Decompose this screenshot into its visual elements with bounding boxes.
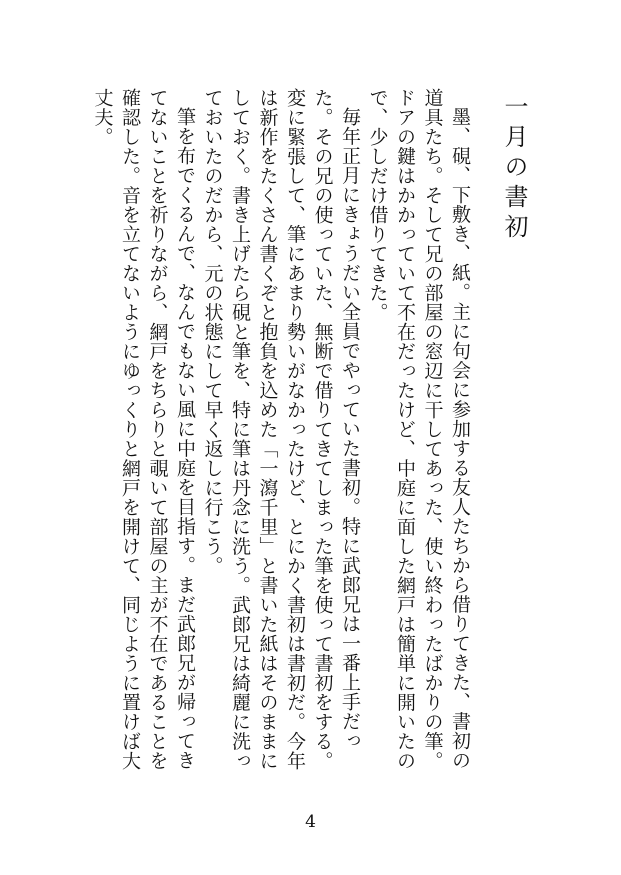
paragraph-2: 毎年正月にきょうだい全員でやっていた書初。特に武郎兄は一番上手だった。その兄の使っていた、無断で借りてきてしまった筆を使って書初をする。変に緊張して、筆にあまり勢いがなかったけど、とにかく書初は書初だ。今年は新作をたくさん書くぞと抱負を込めた「一瀉千里」と書いた紙はそのままにしておく。書き上げたら硯と筆を、特に筆は丹念に洗う。武郎兄は綺麗に洗っておいたのだから、元の状態にして早く返しに行こう。: [201, 88, 361, 771]
chapter-title: 一月の書初: [500, 94, 528, 244]
page-number: 4: [305, 812, 316, 832]
paragraph-1: 墨、硯、下敷き、紙。主に句会に参加する友人たちから借りてきた、書初の道具たち。そして兄の部屋の窓辺に干してあった、使い終わったばかりの筆。ドアの鍵はかかっていて不在だったけど、中庭に面した網戸は簡単に開いたので、少しだけ借りてきた。: [366, 88, 471, 771]
vertical-text-body: [88, 88, 529, 788]
paragraph-3: 筆を布でくるんで、なんでもない風に中庭を目指す。まだ武郎兄が帰ってきてないことを祈りながら、網戸をちらりと覗いて部屋の主が不在であることを確認した。音を立てないようにゆっくりと網戸を開けて、同じように置けば大丈夫。: [91, 88, 196, 771]
